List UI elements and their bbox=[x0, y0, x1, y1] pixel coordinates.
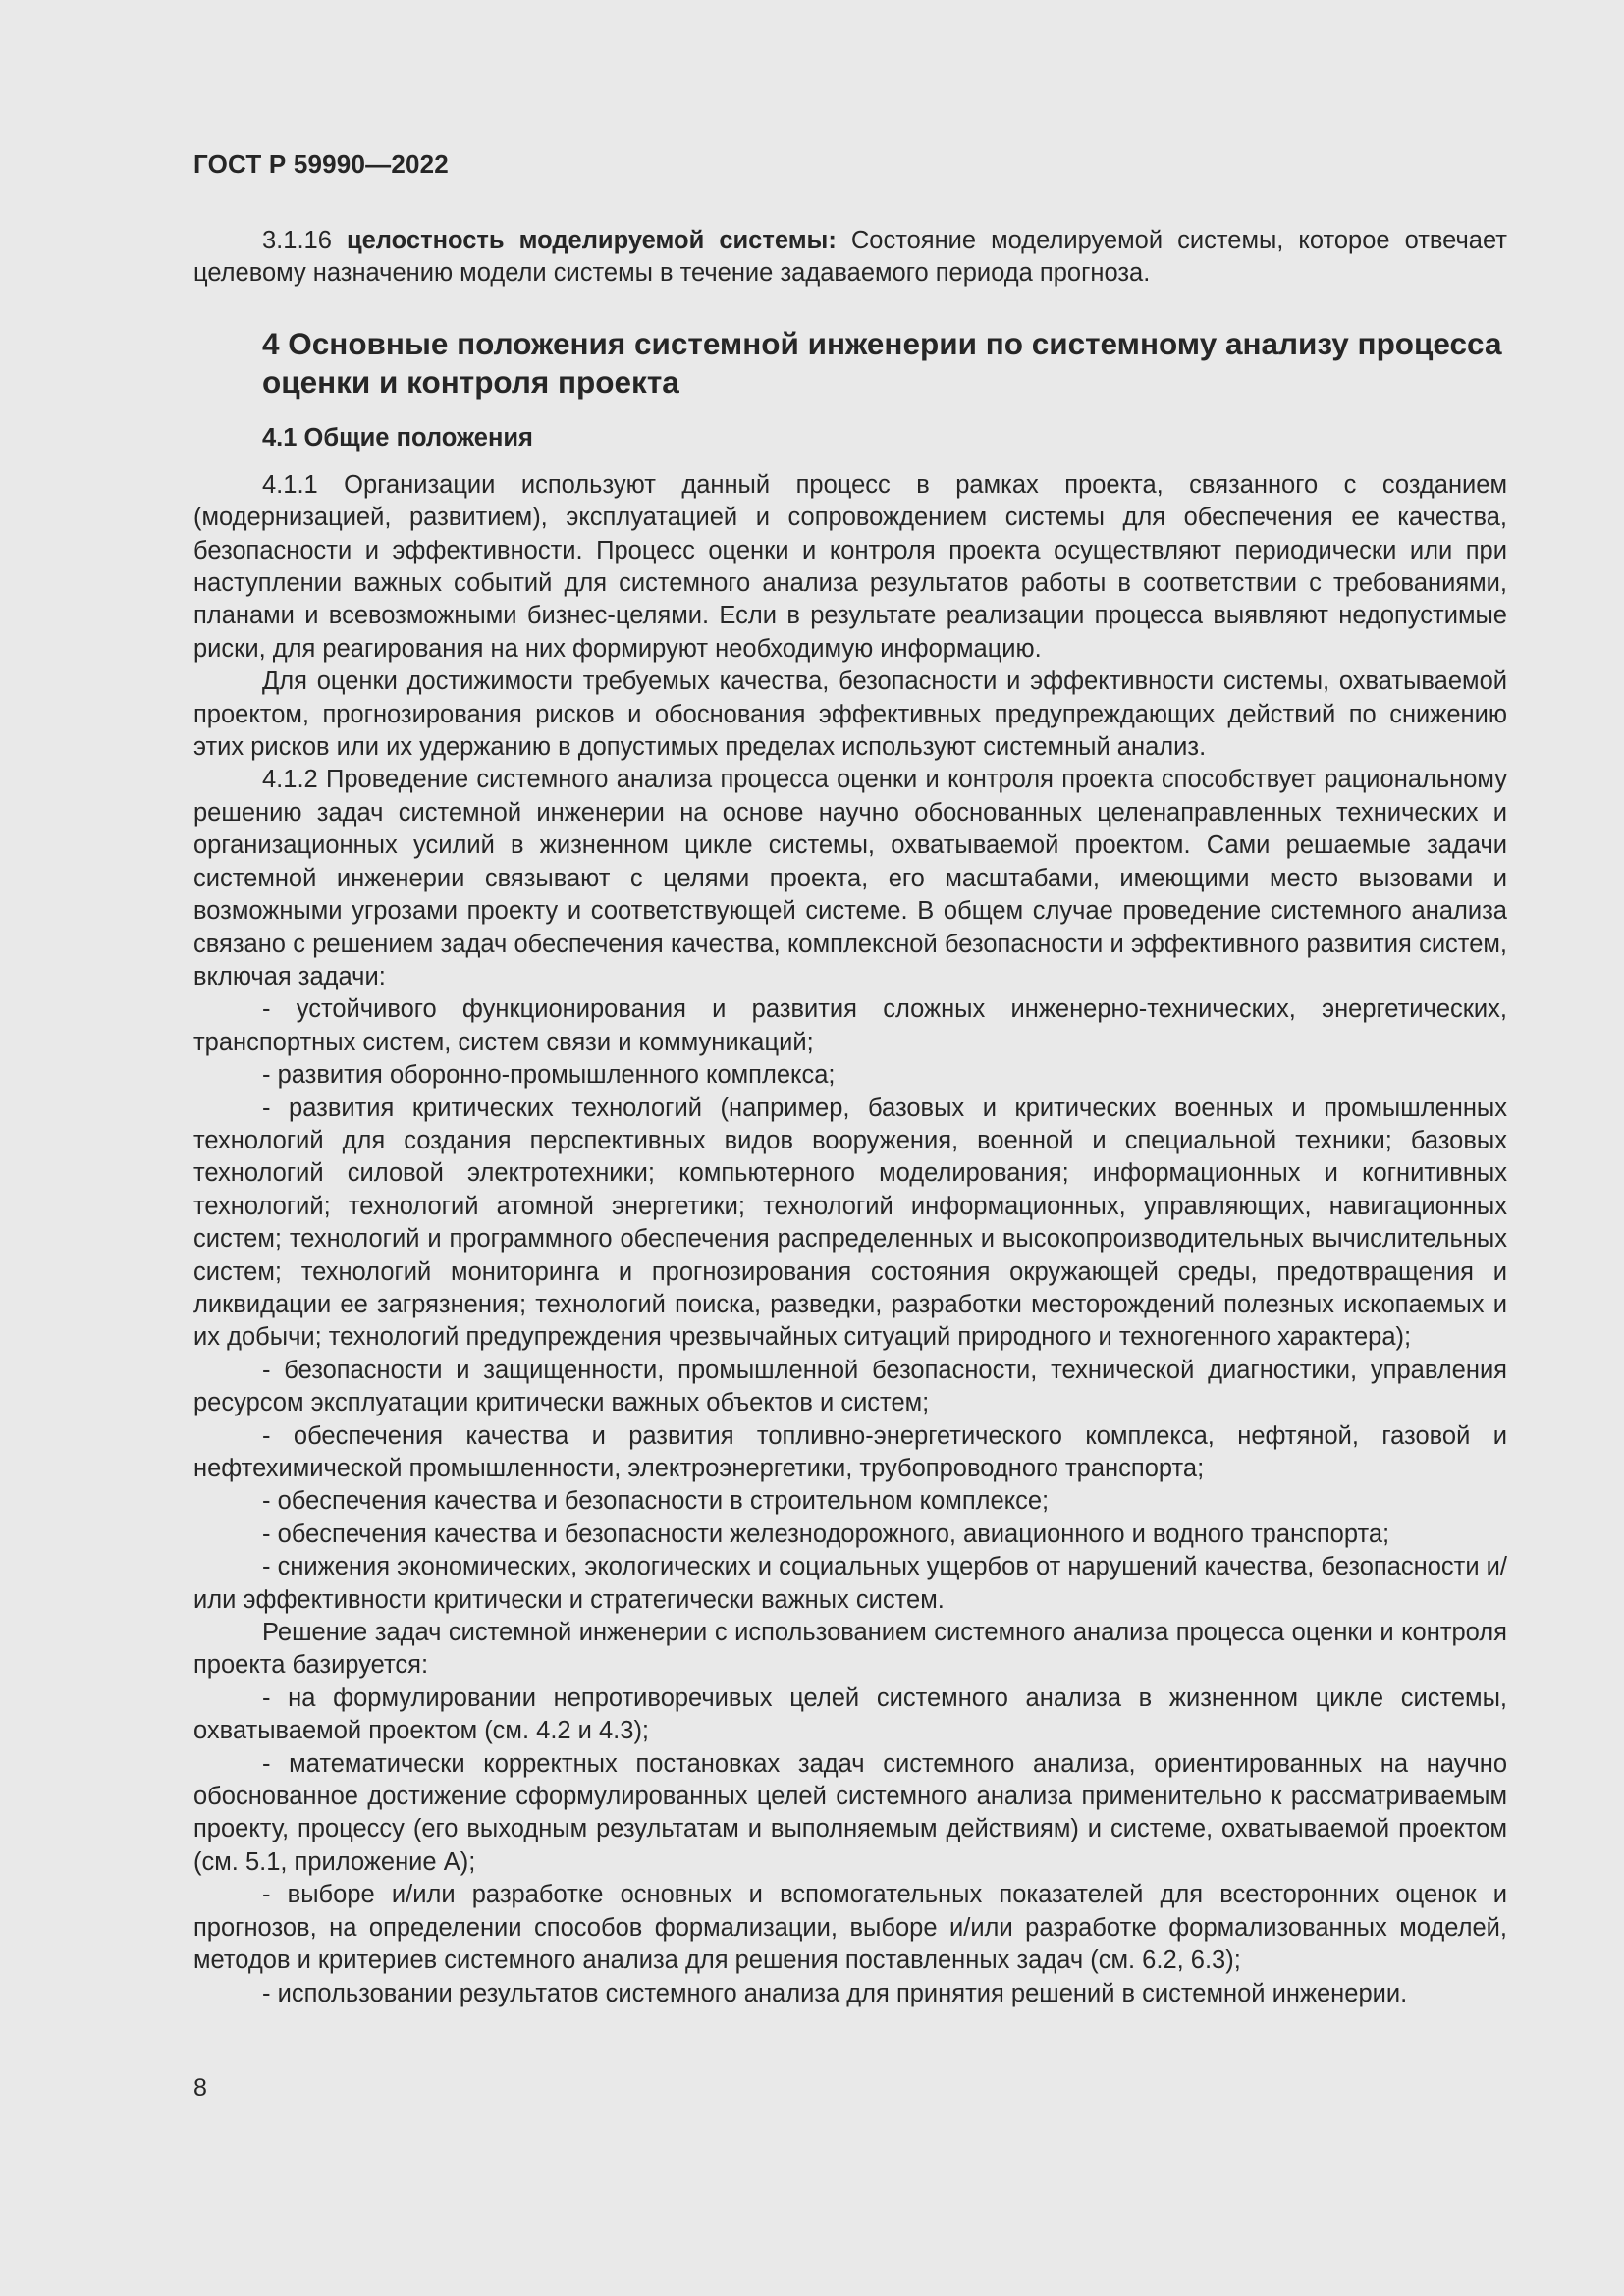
list-item: - выборе и/или разработке основных и вспомогательных показателей для всесторонних оценок и прогнозов, на определении способов формализации, выборе и/или разработке формализованных моделей, методов и критериев системного анализа для решения поставленных задач (см. 6.2, 6.3); bbox=[193, 1881, 1507, 1975]
page-number: 8 bbox=[193, 2074, 207, 2102]
list-item: - устойчивого функционирования и развития сложных инженерно-технических, энергетических, транспортных систем, систем связи и коммуникаций; bbox=[193, 995, 1507, 1056]
paragraph-4-1-1: 4.1.1 Организации используют данный процесс в рамках проекта, связанного с созданием (модернизацией, развитием), эксплуатацией и сопровождением системы для обеспечения ее качества, безопасности и эффективности. Процесс оценки и контроля проекта осуществляют периодически или при наступлении важных событий для системного анализа результатов работы в соответствии с требованиями, планами и всевозможными бизнес-целями. Если в результате реализации процесса выявляют недопустимые риски, для реагирования на них формируют необходимую информацию. bbox=[193, 470, 1507, 663]
list-item: - безопасности и защищенности, промышленной безопасности, технической диагностики, управления ресурсом эксплуатации критически важных объектов и систем; bbox=[193, 1356, 1507, 1417]
term: целостность моделируемой системы: bbox=[346, 227, 837, 254]
list-item: - снижения экономических, экологических и социальных ущербов от нарушений качества, безопасности и/или эффективности критически и стратегически важных систем. bbox=[193, 1553, 1508, 1614]
clause-number: 3.1.16 bbox=[262, 227, 332, 254]
list-item: - обеспечения качества и развития топливно-энергетического комплекса, нефтяной, газовой и нефтехимической промышленности, электроэнергетики, трубопроводного транспорта; bbox=[193, 1421, 1507, 1482]
list-item: - на формулировании непротиворечивых целей системного анализа в жизненном цикле системы, охватываемой проектом (см. 4.2 и 4.3); bbox=[193, 1683, 1507, 1745]
document-code-header: ГОСТ Р 59990—2022 bbox=[193, 149, 449, 179]
list-item: - обеспечения качества и безопасности железнодорожного, авиационного и водного транспорта; bbox=[262, 1520, 1390, 1548]
list-item: - развития критических технологий (например, базовых и критических военных и промышленных технологий для создания перспективных видов вооружения, военной и специальной техники; базовых технологий силовой электротехники; компьютерного моделирования; информационных и когнитивных технологий; технологий атомной энергетики; технологий информационных, управляющих, навигационных систем; технологий и программного обеспечения распределенных и высокопроизводительных вычислительных систем; технологий мониторинга и прогнозирования состояния окружающей среды, предотвращения и ликвидации ее загрязнения; технологий поиска, разведки, разработки месторождений полезных ископаемых и их добычи; технологий предупреждения чрезвычайных ситуаций природного и техногенного характера); bbox=[193, 1094, 1507, 1352]
clause-3-1-16 bbox=[193, 225, 1507, 291]
term-definition: Состояние моделируемой системы, которое отвечает целевому назначению модели системы в течение задаваемого периода прогноза. bbox=[193, 227, 1507, 288]
paragraph-4-1-2: 4.1.2 Проведение системного анализа процесса оценки и контроля проекта способствует рациональному решению задач системной инженерии на основе научно обоснованных целенаправленных технических и организационных усилий в жизненном цикле системы, охватываемой проектом. Сами решаемые задачи системной инженерии связывают с целями проекта, его масштабами, имеющими место вызовами и возможными угрозами проекту и соответствующей системе. В общем случае проведение системного анализа связано с решением задач обеспечения качества, комплексной безопасности и эффективного развития систем, включая задачи: bbox=[193, 766, 1507, 990]
paragraph: Для оценки достижимости требуемых качества, безопасности и эффективности системы, охватываемой проектом, прогнозирования рисков и обоснования эффективных предупреждающих действий по снижению этих рисков или их удержанию в допустимых пределах используют системный анализ. bbox=[193, 667, 1507, 762]
list-item: - развития оборонно-промышленного комплекса; bbox=[262, 1061, 836, 1090]
page-content bbox=[193, 225, 1507, 2010]
paragraph: Решение задач системной инженерии с использованием системного анализа процесса оценки и контроля проекта базируется: bbox=[193, 1619, 1507, 1680]
section-4-heading: 4 Основные положения системной инженерии по системному анализу процесса оценки и контроля проекта bbox=[262, 325, 1502, 400]
list-item: - обеспечения качества и безопасности в строительном комплексе; bbox=[262, 1487, 1050, 1516]
list-item: - математически корректных постановках задач системного анализа, ориентированных на научно обоснованное достижение сформулированных целей системного анализа применительно к рассматриваемым проекту, процессу (его выходным результатам и выполняемым действиям) и системе, охватываемой проектом (см. 5.1, приложение А); bbox=[193, 1749, 1507, 1876]
list-item: - использовании результатов системного анализа для принятия решений в системной инженерии. bbox=[262, 1979, 1408, 2007]
subsection-4-1-heading: 4.1 Общие положения bbox=[262, 423, 533, 452]
